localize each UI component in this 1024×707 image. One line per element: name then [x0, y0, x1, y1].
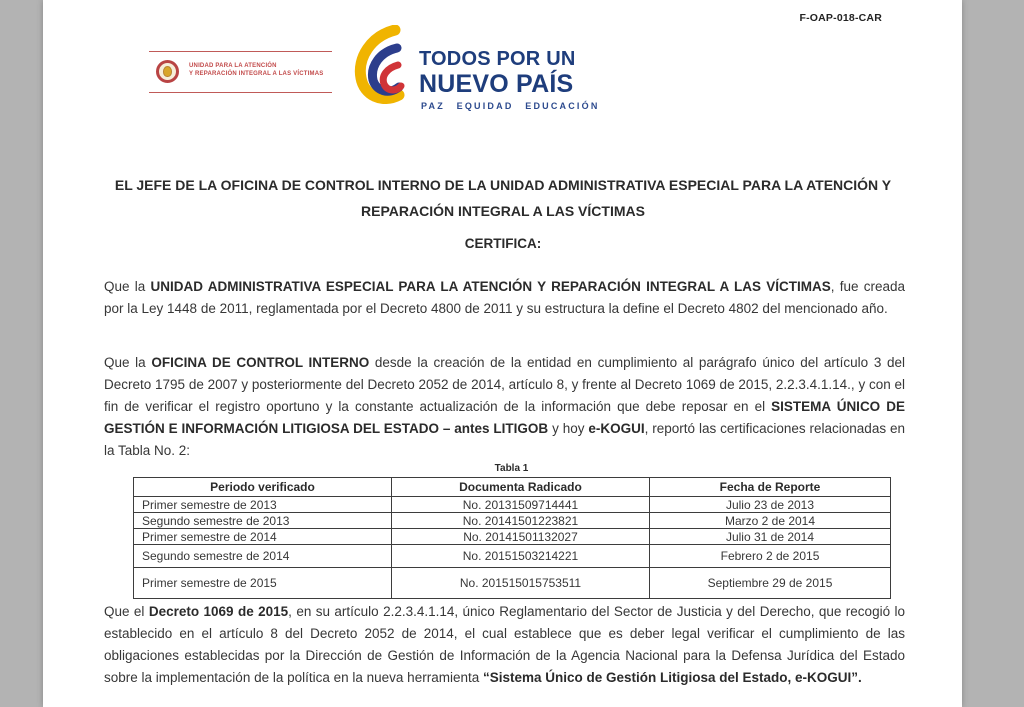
paragraph-1: Que la UNIDAD ADMINISTRATIVA ESPECIAL PARA LA ATENCIÓN Y REPARACIÓN INTEGRAL A LAS VÍCTIMAS, fue creada por la Ley 1448 de 2011, reglamentada por el Decreto 4800 de 2011 y su estructura la define el Decreto 4802 del mencionado año. [104, 279, 905, 316]
table-cell: No. 201515015753511 [392, 568, 650, 599]
paragraph-3: Que el Decreto 1069 de 2015, en su artículo 2.2.3.4.1.14, único Reglamentario del Sector de Justicia y del Derecho, que recogió lo establecido en el artículo 8 del Decreto 2052 de 2014, el cual establece que es deber legal verificar el cumplimiento de las obligaciones establecidas por la Dirección de Gestión de Información de la Agencia Nacional para la Defensa Jurídica del Estado sobre la implementación de la política en la nueva herramienta “Sistema Único de Gestión Litigiosa del Estado, e-KOGUI”. [104, 604, 905, 685]
table-row [134, 545, 891, 568]
table-cell: Febrero 2 de 2015 [650, 545, 891, 568]
table-cell: Primer semestre de 2015 [134, 568, 392, 599]
document-title: EL JEFE DE LA OFICINA DE CONTROL INTERNO DE LA UNIDAD ADMINISTRATIVA ESPECIAL PARA LA ATENCIÓN Y REPARACIÓN INTEGRAL A LAS VÍCTIMAS [114, 177, 892, 219]
slogan-tagline: PAZ EQUIDAD EDUCACIÓN [421, 101, 600, 111]
column-header-documento: Documenta Radicado [392, 478, 650, 497]
table-cell: Primer semestre de 2014 [134, 529, 392, 545]
form-code: F-OAP-018-CAR [799, 12, 882, 24]
table-cell: Segundo semestre de 2014 [134, 545, 392, 568]
table-cell: Julio 23 de 2013 [650, 497, 891, 513]
column-header-periodo: Periodo verificado [134, 478, 392, 497]
table-cell: No. 20141501223821 [392, 513, 650, 529]
paragraph-2: Que la OFICINA DE CONTROL INTERNO desde la creación de la entidad en cumplimiento al parágrafo único del artículo 3 del Decreto 1795 de 2007 y posteriormente del Decreto 2052 de 2014, artículo 8, y frente al Decreto 1069 de 2015, 2.2.3.4.1.14., y con el fin de verificar el registro oportuno y la constante actualización de la información que debe reposar en el SISTEMA ÚNICO DE GESTIÓN E INFORMACIÓN LITIGIOSA DEL ESTADO – antes LITIGOB y hoy e-KOGUI, reportó las certificaciones relacionadas en la Tabla No. 2: [104, 355, 906, 458]
table-row [134, 568, 891, 599]
table-row [134, 529, 891, 545]
table-header-row [134, 478, 891, 497]
certifica-heading: CERTIFICA: [464, 236, 542, 251]
table-cell: No. 20131509714441 [392, 497, 650, 513]
coat-of-arms-seal-icon [156, 60, 179, 83]
unit-name-line-2: Y REPARACIÓN INTEGRAL A LAS VÍCTIMAS [189, 70, 324, 77]
red-rule-bottom [149, 92, 332, 93]
table-cell: No. 20141501132027 [392, 529, 650, 545]
slogan-line-2: NUEVO PAÍS [419, 70, 574, 98]
table-caption: Tabla 1 [494, 463, 529, 474]
seal-emblem-icon [163, 66, 172, 77]
document-page [43, 0, 962, 707]
certifications-table [133, 477, 891, 599]
table-cell: No. 20151503214221 [392, 545, 650, 568]
table-row [134, 513, 891, 529]
unit-name [189, 63, 323, 78]
flag-ribbon-icon [349, 25, 417, 119]
unit-name-line-1: UNIDAD PARA LA ATENCIÓN [189, 63, 277, 69]
table-row [134, 497, 891, 513]
table-cell: Julio 31 de 2014 [650, 529, 891, 545]
table-cell: Marzo 2 de 2014 [650, 513, 891, 529]
table-cell: Primer semestre de 2013 [134, 497, 392, 513]
red-rule-top [149, 51, 332, 52]
slogan-line-1: TODOS POR UN [419, 48, 576, 70]
column-header-fecha: Fecha de Reporte [650, 478, 891, 497]
table-cell: Segundo semestre de 2013 [134, 513, 392, 529]
table-cell: Septiembre 29 de 2015 [650, 568, 891, 599]
